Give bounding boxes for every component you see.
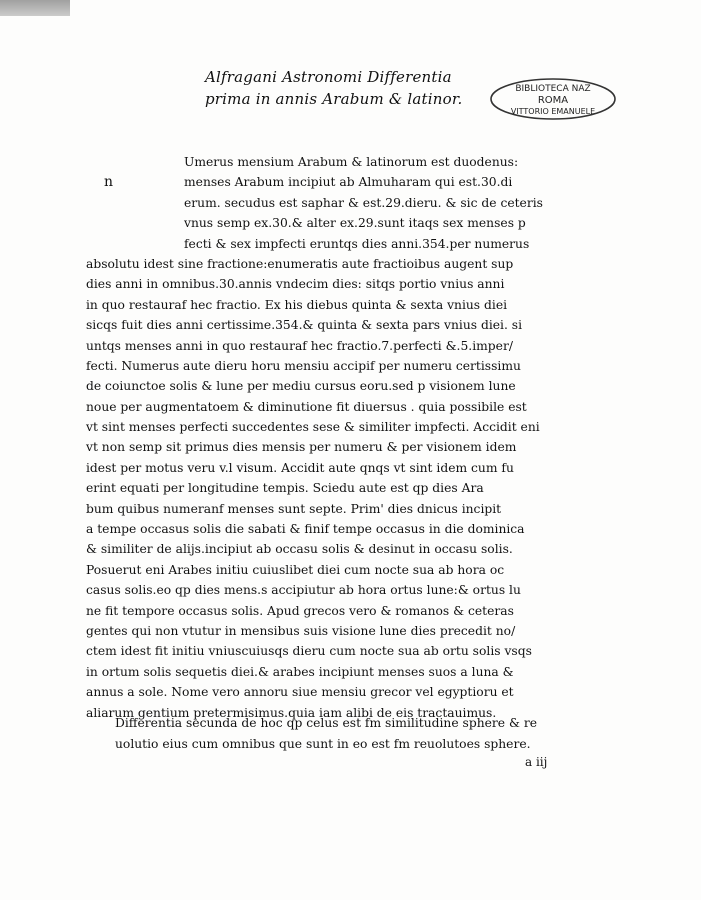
- text-line: a tempe occasus solis die sabati & finif tempe occasus in die dominica: [86, 522, 525, 537]
- text-line: dies anni in omnibus.30.annis vndecim dies: sitqs portio vnius anni: [86, 277, 505, 292]
- text-line: fecti & sex impfecti eruntqs dies anni.354.per numerus: [184, 236, 530, 251]
- text-line: noue per augmentatoem & diminutione fit diuersus . quia possibile est: [86, 399, 527, 414]
- text-line: vt sint menses perfecti succedentes sese & similiter impfecti. Accidit eni: [86, 420, 540, 435]
- library-stamp: [488, 76, 618, 122]
- text-line: fecti. Numerus aute dieru horu mensiu accipif per numeru certissimu: [86, 358, 521, 373]
- title-line-1: Alfragani Astronomi Differentia: [205, 68, 452, 86]
- binding-shadow: [0, 0, 70, 16]
- title-line-2: prima in annis Arabum & latinor.: [205, 90, 463, 108]
- text-line: & similiter de alijs.incipiut ab occasu solis & desinut in occasu solis.: [86, 542, 513, 557]
- text-line: erint equati per longitudine tempis. Sciedu aute est qp dies Ara: [86, 481, 484, 496]
- stamp-line-3: VITTORIO EMANUELE: [510, 107, 596, 116]
- margin-note: n: [104, 174, 114, 190]
- text-line: vt non semp sit primus dies mensis per numeru & per visionem idem: [86, 440, 517, 455]
- text-line: aliarum gentium pretermisimus.quia iam alibi de eis tractauimus.: [86, 705, 497, 720]
- page-title: [205, 66, 495, 110]
- text-line: bum quibus numeranf menses sunt septe. Prim' dies dnicus incipit: [86, 501, 502, 516]
- main-text-block: [86, 152, 594, 723]
- text-line: idest per motus veru v.l visum. Accidit aute qnqs vt sint idem cum fu: [86, 460, 514, 475]
- text-line: menses Arabum incipiut ab Almuharam qui est.30.di: [184, 175, 513, 190]
- section-two: [115, 713, 595, 755]
- text-line: Posuerut eni Arabes initiu cuiuslibet diei cum nocte sua ab hora oc: [86, 562, 505, 577]
- signature-mark: a iij: [525, 755, 548, 769]
- stamp-oval-icon: [488, 76, 618, 122]
- text-line: absolutu idest sine fractione:enumeratis aute fractioibus augent sup: [86, 256, 514, 271]
- section-two-line-1: Differentia secunda de hoc qp celus est fm similitudine sphere & re: [115, 716, 537, 730]
- section-two-line-2: uolutio eius cum omnibus que sunt in eo est fm reuolutoes sphere.: [115, 737, 531, 751]
- text-line: gentes qui non vtutur in mensibus suis visione lune dies precedit no/: [86, 623, 516, 638]
- text-line: in quo restauraf hec fractio. Ex his diebus quinta & sexta vnius diei: [86, 297, 508, 312]
- text-line: Umerus mensium Arabum & latinorum est duodenus:: [184, 155, 519, 169]
- text-line: ne fit tempore occasus solis. Apud grecos vero & romanos & ceteras: [86, 603, 514, 618]
- text-line: ctem idest fit initiu vniuscuiusqs dieru cum nocte sua ab ortu solis vsqs: [86, 644, 532, 659]
- text-line: casus solis.eo qp dies mens.s accipiutur ab hora ortus lune:& ortus lu: [86, 583, 521, 598]
- text-line: erum. secudus est saphar & est.29.dieru. & sic de ceteris: [184, 195, 543, 210]
- stamp-line-2: ROMA: [537, 95, 569, 106]
- text-line: in ortum solis sequetis diei.& arabes incipiunt menses suos a luna &: [86, 664, 514, 679]
- stamp-line-1: BIBLIOTECA NAZ: [515, 84, 591, 94]
- text-line: untqs menses anni in quo restauraf hec fractio.7.perfecti &.5.imper/: [86, 338, 513, 353]
- text-line: sicqs fuit dies anni certissime.354.& quinta & sexta pars vnius diei. si: [86, 318, 523, 333]
- text-line: de coiunctoe solis & lune per mediu cursus eoru.sed p visionem lune: [86, 379, 516, 394]
- text-line: annus a sole. Nome vero annoru siue mensiu grecor vel egyptioru et: [86, 685, 514, 700]
- text-line: vnus semp ex.30.& alter ex.29.sunt itaqs sex menses p: [184, 216, 526, 231]
